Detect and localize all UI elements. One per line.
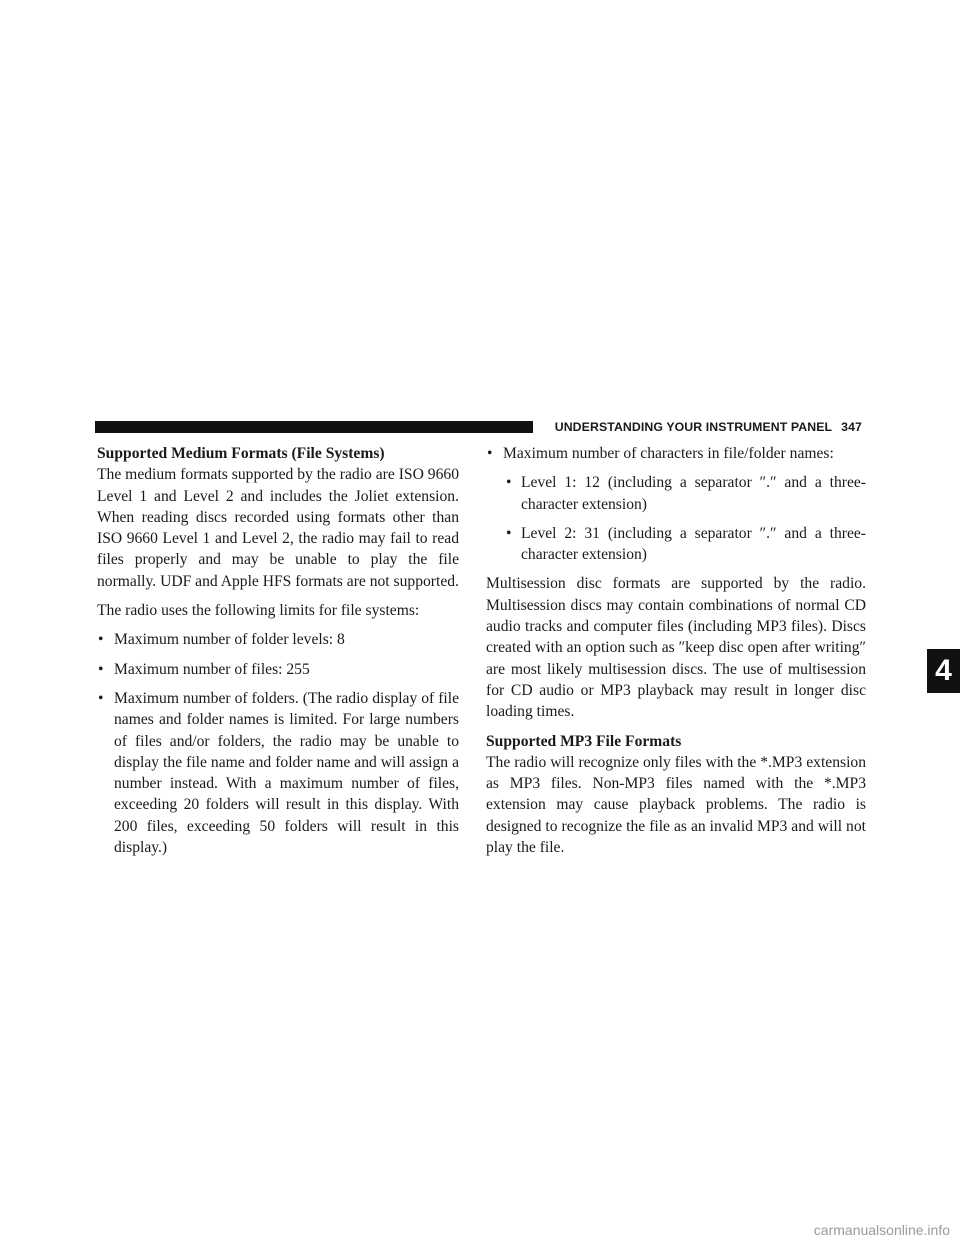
bullet-icon: •	[487, 445, 493, 462]
list-item	[97, 688, 459, 858]
heading-supported-mp3-formats: Supported MP3 File Formats	[486, 732, 682, 750]
sub-list-item-text: Level 1: 12 (including a separator ″.″ and a three-character extension)	[521, 474, 866, 513]
right-column	[486, 443, 866, 866]
bullet-icon: •	[98, 660, 104, 678]
list-item-text: Maximum number of folder levels: 8	[114, 631, 345, 649]
section-title: UNDERSTANDING YOUR INSTRUMENT PANEL	[554, 420, 833, 434]
bullet-icon: •	[506, 474, 512, 492]
bullet-icon: •	[506, 524, 512, 542]
sub-list-item-text: Level 2: 31 (including a separator ″.″ and a three-character extension)	[521, 524, 866, 564]
running-head	[538, 418, 862, 436]
paragraph-multisession: Multisession disc formats are supported by the radio. Multisession discs may contain combinations of normal CD audio tracks and computer files (including MP3 files). Discs created with an option such as ″keep disc open after writing″ are most likely multisession discs. The use of multisession for CD audio or MP3 playback may result in longer disc loading times.	[486, 575, 866, 721]
list-item-text: Maximum number of characters in file/folder names:	[503, 445, 834, 462]
sub-list-item	[486, 523, 866, 566]
left-column	[97, 443, 459, 866]
paragraph-mp3-formats: The radio will recognize only files with the *.MP3 extension as MP3 files. Non-MP3 files named with the *.MP3 extension may cause playback problems. The radio is designed to recognize the file as an invalid MP3 and will not play the file.	[486, 753, 866, 857]
heading-supported-medium-formats: Supported Medium Formats (File Systems)	[97, 445, 385, 462]
header-rule-bar	[95, 421, 533, 433]
chapter-tab: 4	[927, 649, 960, 693]
watermark: carmanualsonline.info	[813, 1222, 950, 1238]
bullet-icon: •	[98, 689, 104, 707]
list-item	[97, 659, 459, 680]
list-item-text: Maximum number of files: 255	[114, 660, 310, 678]
paragraph-limits-intro: The radio uses the following limits for file systems:	[97, 602, 420, 620]
page-number: 347	[841, 420, 862, 434]
paragraph-medium-formats: The medium formats supported by the radio are ISO 9660 Level 1 and Level 2 and includes the Joliet extension. When reading discs recorded using formats other than ISO 9660 Level 1 and Level 2, the radio may fail to read files properly and may be unable to play the file normally. UDF and Apple HFS formats are not supported.	[97, 466, 459, 590]
sub-list-item	[486, 472, 866, 515]
list-item	[486, 443, 866, 464]
bullet-icon: •	[98, 631, 104, 649]
list-item	[97, 629, 459, 650]
list-item-text: Maximum number of folders. (The radio display of file names and folder names is limited. For large numbers of files and/or folders, the radio may be unable to display the file name and folder name and will assign a number instead. With a maximum number of files, exceeding 20 folders will result in this display. With 200 files, exceeding 50 folders will result in this display.)	[114, 689, 459, 857]
